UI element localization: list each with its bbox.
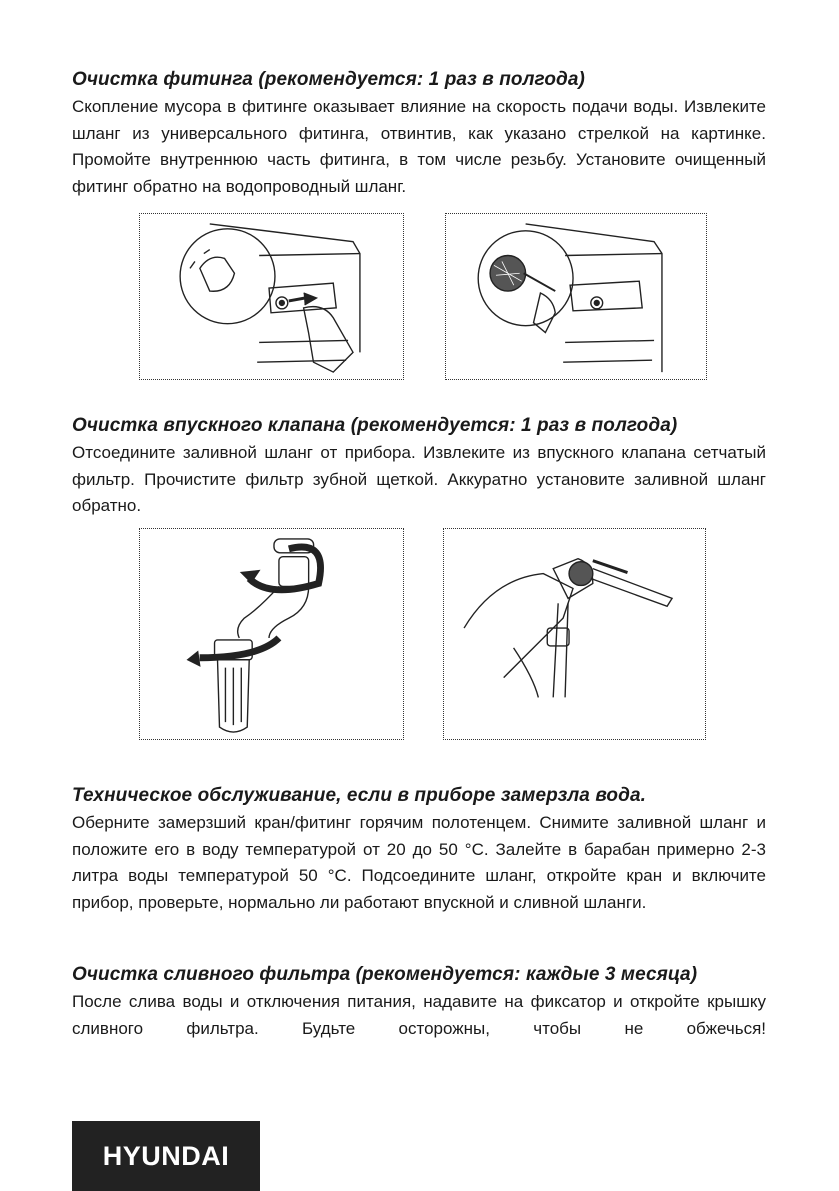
illustration-brush-filter [443,528,706,740]
text-fitting-cleaning: Скопление мусора в фитинге оказывает влияние на скорость подачи воды. Извлеките шланг из универсального фитинга, отвинтив, как указано стрелкой на картинке. Промойте внутреннюю часть фитинга, в том числе резьбу. Установите очищенный фитинг обратно на водопроводный шланг. [72,97,766,196]
heading-drain-filter-cleaning: Очистка сливного фильтра (рекомендуется: каждые 3 месяца) [72,964,698,985]
heading-fitting-cleaning: Очистка фитинга (рекомендуется: 1 раз в полгода) [72,69,585,90]
illustration-rinse-fitting [445,213,707,380]
section-fitting-cleaning [72,68,766,200]
section-inlet-valve-cleaning [72,414,766,520]
heading-frozen-water-maintenance: Техническое обслуживание, если в приборе замерзла вода. [72,785,647,806]
section-drain-filter-cleaning [72,963,766,1042]
illustration-unscrew-fitting [139,213,404,380]
illustration-unscrew-inlet-hose [139,528,404,740]
text-inlet-valve-cleaning: Отсоедините заливной шланг от прибора. Извлеките из впускного клапана сетчатый фильтр. Прочистите фильтр зубной щеткой. Аккуратно установите заливной шланг обратно. [72,443,766,515]
text-drain-filter-cleaning: После слива воды и отключения питания, надавите на фиксатор и откройте крышку сливного фильтра. Будьте осторожны, чтобы не обжечься! [72,992,766,1038]
heading-inlet-valve-cleaning: Очистка впускного клапана (рекомендуется: 1 раз в полгода) [72,415,678,436]
section-frozen-water-maintenance [72,784,766,916]
text-frozen-water-maintenance: Оберните замерзший кран/фитинг горячим полотенцем. Снимите заливной шланг и положите его в воду температурой от 20 до 50 °C. Залейте в барабан примерно 2-3 литра воды температурой 50 °C. Подсоедините шланг, откройте кран и включите прибор, проверьте, нормально ли работают впускной и сливной шланги. [72,813,766,912]
brand-logo: HYUNDAI [72,1121,260,1191]
